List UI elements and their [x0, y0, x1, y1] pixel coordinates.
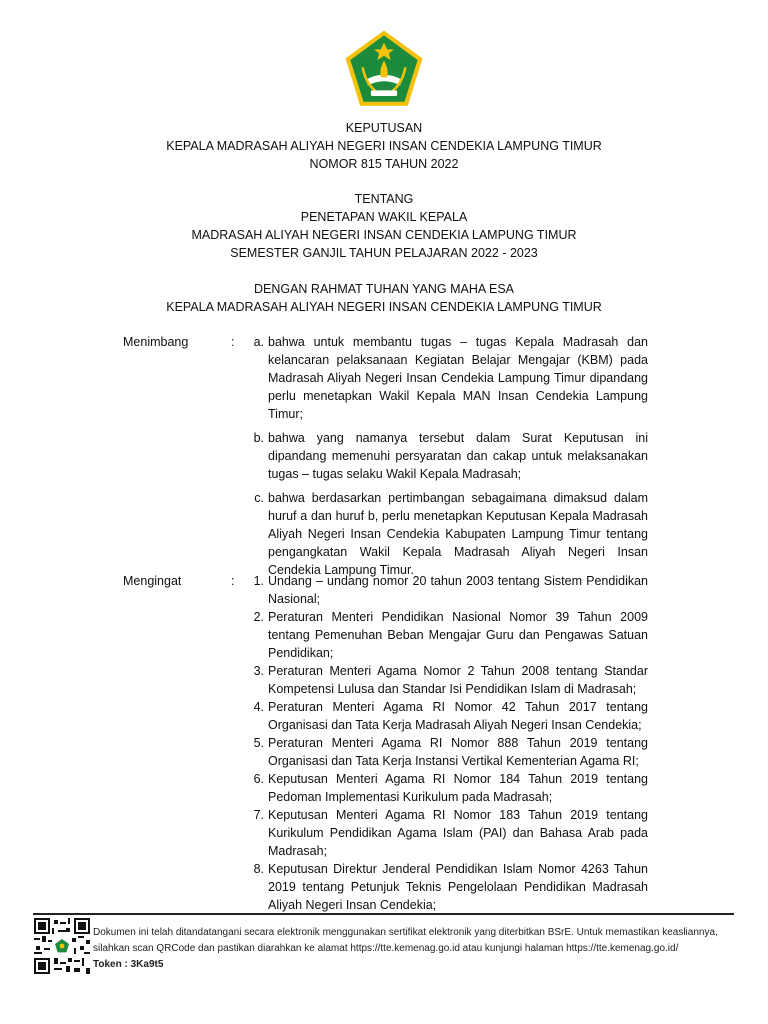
- item-text: Peraturan Menteri Pendidikan Nasional Nomor 39 Tahun 2009 tentang Pemenuhan Beban Mengajar Guru dan Pengawas Satuan Pendidikan;: [268, 610, 648, 660]
- mengingat-section: [123, 572, 648, 914]
- item-marker: 7.: [253, 808, 264, 822]
- item-marker: 3.: [253, 664, 264, 678]
- item-text: bahwa yang namanya tersebut dalam Surat Keputusan ini dipandang memenuhi persyaratan dan cakap untuk melaksanakan tugas – tugas selaku Wakil Kepala Madrasah;: [268, 431, 648, 481]
- item-text: bahwa untuk membantu tugas – tugas Kepala Madrasah dan kelancaran pelaksanaan Kegiatan Belajar Mengajar (KBM) pada Madrasah Aliyah Negeri Insan Cendekia Lampung Timur dipandang perlu menetapkan Wakil Kepala MAN Insan Cendekia Lampung Timur;: [268, 335, 648, 421]
- token-label: Token : 3Ka9t5: [93, 959, 164, 970]
- item-marker: 6.: [253, 772, 264, 786]
- menimbang-label: Menimbang: [123, 335, 189, 349]
- qr-code-icon[interactable]: [34, 918, 90, 974]
- mengingat-item: [253, 806, 648, 860]
- item-marker: 8.: [253, 862, 264, 876]
- item-text: Undang – undang nomor 20 tahun 2003 tentang Sistem Pendidikan Nasional;: [268, 574, 648, 606]
- item-text: Keputusan Direktur Jenderal Pendidikan Islam Nomor 4263 Tahun 2019 tentang Petunjuk Teknis Pengelolaan Pendidikan Madrasah Aliyah Negeri Insan Cendekia;: [268, 862, 648, 912]
- mengingat-colon: :: [231, 574, 235, 588]
- mengingat-item: [253, 860, 648, 914]
- mengingat-label: Mengingat: [123, 574, 182, 588]
- mengingat-item: [253, 662, 648, 698]
- menimbang-section: [123, 333, 648, 585]
- item-text: Keputusan Menteri Agama RI Nomor 183 Tahun 2019 tentang Kurikulum Pendidikan Agama Islam (PAI) dan Bahasa Arab pada Madrasah;: [268, 808, 648, 858]
- subject-line-1: TENTANG: [354, 192, 414, 206]
- item-text: Keputusan Menteri Agama RI Nomor 184 Tahun 2019 tentang Pedoman Implementasi Kurikulum pada Madrasah;: [268, 772, 648, 804]
- mengingat-item: [253, 608, 648, 662]
- decree-title: [0, 119, 768, 173]
- e-signature-notice: [93, 925, 733, 973]
- mengingat-item: [253, 698, 648, 734]
- item-text: Peraturan Menteri Agama RI Nomor 42 Tahun 2017 tentang Organisasi dan Tata Kerja Madrasah Aliyah Negeri Insan Cendekia;: [268, 700, 648, 732]
- footer-divider: [33, 913, 734, 915]
- menimbang-item: [254, 489, 648, 579]
- mengingat-item: [253, 572, 648, 608]
- subject-line-2: PENETAPAN WAKIL KEPALA: [300, 210, 468, 224]
- subject-line-4: SEMESTER GANJIL TAHUN PELAJARAN 2022 - 2023: [230, 246, 538, 260]
- item-marker: 2.: [253, 610, 264, 624]
- mengingat-item: [253, 770, 648, 806]
- item-marker: b.: [253, 431, 264, 445]
- notice-line-1: Dokumen ini telah ditandatangani secara elektronik menggunakan sertifikat elektronik yang diterbitkan BSrE. Untuk memastikan keasliannya,: [93, 927, 718, 938]
- item-marker: c.: [254, 491, 264, 505]
- item-text: Peraturan Menteri Agama RI Nomor 888 Tahun 2019 tentang Organisasi dan Tata Kerja Instansi Vertikal Kementerian Agama RI;: [268, 736, 648, 768]
- item-marker: a.: [253, 335, 264, 349]
- blessing-line-1: DENGAN RAHMAT TUHAN YANG MAHA ESA: [253, 282, 514, 296]
- item-marker: 5.: [253, 736, 264, 750]
- blessing-line-2: KEPALA MADRASAH ALIYAH NEGERI INSAN CENDEKIA LAMPUNG TIMUR: [166, 300, 602, 314]
- title-line-1: KEPUTUSAN: [345, 121, 423, 135]
- title-line-3: NOMOR 815 TAHUN 2022: [309, 157, 459, 171]
- item-marker: 4.: [253, 700, 264, 714]
- item-text: bahwa berdasarkan pertimbangan sebagaimana dimaksud dalam huruf a dan huruf b, perlu menetapkan Keputusan Kepala Madrasah Aliyah Negeri Insan Cendekia Kabupaten Lampung Timur tentang pengangkatan Wakil Kepala Madrasah Aliyah Negeri Insan Cendekia Lampung Timur.: [268, 491, 648, 577]
- item-marker: 1.: [253, 574, 264, 588]
- menimbang-colon: :: [231, 335, 235, 349]
- decree-subject: [0, 190, 768, 262]
- kemenag-logo-icon: [343, 28, 425, 110]
- decree-blessing: [0, 280, 768, 316]
- menimbang-item: [253, 429, 648, 483]
- title-line-2: KEPALA MADRASAH ALIYAH NEGERI INSAN CENDEKIA LAMPUNG TIMUR: [166, 139, 602, 153]
- item-text: Peraturan Menteri Agama Nomor 2 Tahun 2008 tentang Standar Kompetensi Lulusa dan Standar Isi Pendidikan Islam di Madrasah;: [268, 664, 648, 696]
- mengingat-item: [253, 734, 648, 770]
- subject-line-3: MADRASAH ALIYAH NEGERI INSAN CENDEKIA LAMPUNG TIMUR: [191, 228, 577, 242]
- notice-line-2: silahkan scan QRCode dan pastikan diarahkan ke alamat https://tte.kemenag.go.id atau kunjungi halaman https://tte.kemenag.go.id/: [93, 943, 679, 954]
- menimbang-item: [253, 333, 648, 423]
